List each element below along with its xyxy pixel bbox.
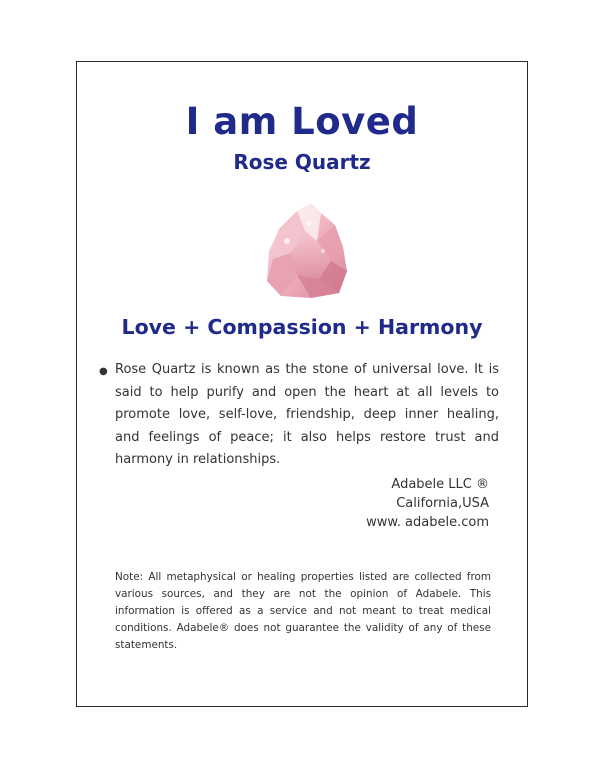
company-website: www. adabele.com <box>366 515 489 530</box>
disclaimer-note: Note: All metaphysical or healing properties listed are collected from various sources, and they are not the opinion of Adabele. This information is offered as a service and not meant to treat medical conditions. Adabele® does not guarantee the validity of any of these statements. <box>115 571 491 651</box>
rose-quartz-crystal-image <box>261 201 351 301</box>
bullet-dot-icon: ● <box>99 366 108 377</box>
stone-name: Rose Quartz <box>233 150 371 174</box>
info-card <box>76 61 528 707</box>
company-name: Adabele LLC ® <box>391 477 489 492</box>
tagline: Love + Compassion + Harmony <box>121 315 483 339</box>
company-location: California,USA <box>396 496 489 511</box>
description-text: Rose Quartz is known as the stone of universal love. It is said to help purify and open the heart at all levels to promote love, self-love, friendship, deep inner healing, and feelings of peace; it also helps restore trust and harmony in relationships. <box>115 362 499 467</box>
description-list-item <box>99 359 499 472</box>
card-title: I am Loved <box>185 100 419 143</box>
company-info <box>366 475 489 532</box>
